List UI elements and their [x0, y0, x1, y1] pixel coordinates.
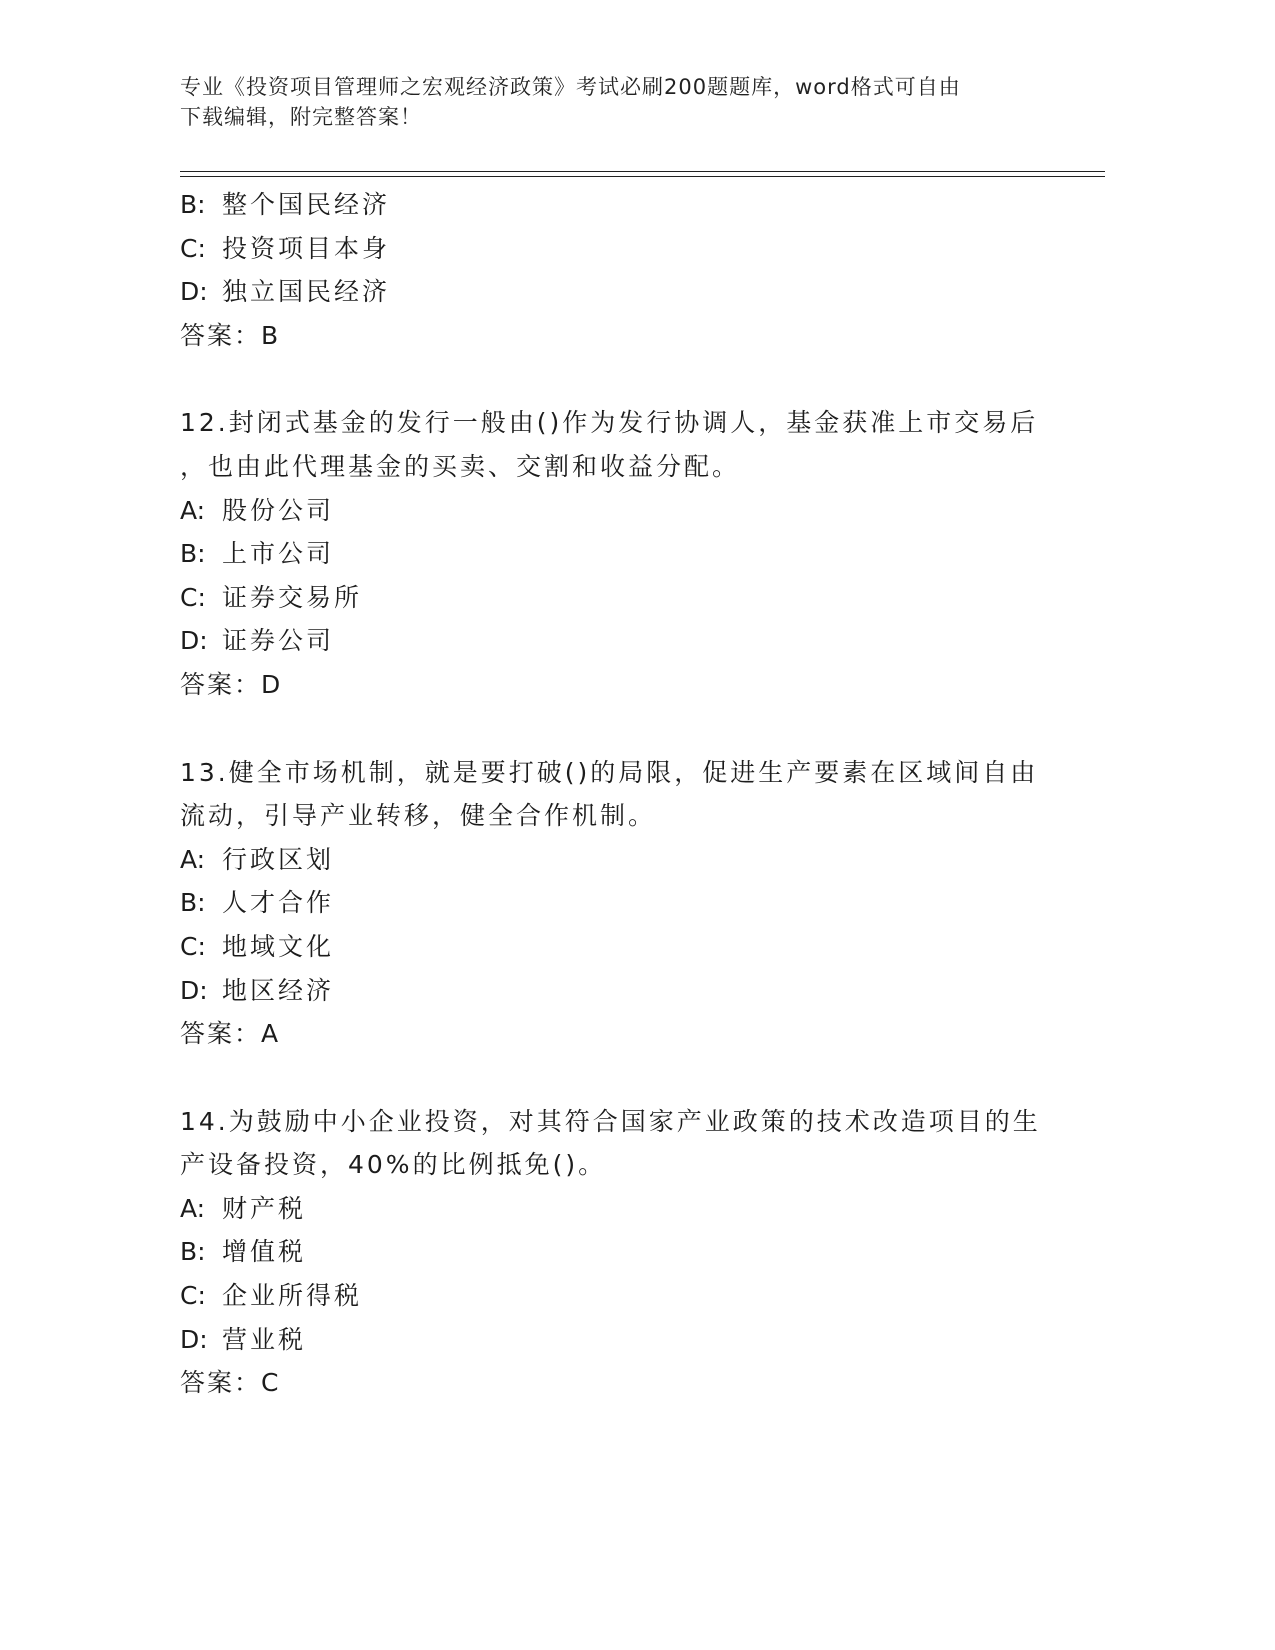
option-a — [180, 1187, 1080, 1231]
option-text: 证券公司 — [222, 626, 335, 656]
option-c — [180, 576, 1080, 620]
question-stem-line: ，也由此代理基金的买卖、交割和收益分配。 — [180, 451, 741, 481]
option-text: 投资项目本身 — [222, 233, 391, 263]
question-content — [180, 183, 1080, 1405]
option-letter: B: — [180, 1237, 206, 1267]
option-d — [180, 619, 1080, 663]
option-c — [180, 227, 1080, 271]
header-rule-top — [180, 171, 1105, 172]
option-text: 独立国民经济 — [222, 277, 391, 307]
option-letter: B: — [180, 190, 206, 219]
question-12 — [180, 401, 1080, 707]
option-text: 股份公司 — [222, 495, 335, 525]
option-letter: D: — [180, 626, 208, 656]
option-text: 企业所得税 — [222, 1281, 363, 1311]
option-text: 上市公司 — [222, 539, 335, 569]
spacer — [180, 1056, 1080, 1100]
option-b — [180, 183, 1080, 227]
option-d — [180, 270, 1080, 314]
header-rule-bottom — [180, 176, 1105, 177]
spacer — [180, 358, 1080, 402]
option-letter: D: — [180, 975, 208, 1005]
option-letter: D: — [180, 277, 208, 307]
header-line-2: 下载编辑，附完整答案！ — [180, 105, 422, 129]
question-14 — [180, 1100, 1080, 1406]
question-13 — [180, 751, 1080, 1057]
question-stem-line: 12.封闭式基金的发行一般由()作为发行协调人，基金获准上市交易后 — [180, 408, 1039, 438]
spacer — [180, 707, 1080, 751]
page-header — [180, 72, 1040, 132]
option-letter: A: — [180, 844, 206, 874]
option-text: 地区经济 — [222, 975, 335, 1005]
option-a — [180, 838, 1080, 882]
option-letter: B: — [180, 539, 206, 569]
option-b — [180, 532, 1080, 576]
option-text: 证券交易所 — [222, 582, 363, 612]
option-letter: C: — [180, 233, 206, 263]
option-letter: A: — [180, 495, 206, 525]
option-text: 地域文化 — [222, 931, 335, 961]
answer-line: 答案：D — [180, 669, 283, 699]
option-b — [180, 881, 1080, 925]
question-stem-line: 14.为鼓励中小企业投资，对其符合国家产业政策的技术改造项目的生 — [180, 1106, 1041, 1136]
option-letter: D: — [180, 1324, 208, 1354]
option-c — [180, 925, 1080, 969]
option-letter: A: — [180, 1193, 206, 1223]
question-11-fragment — [180, 183, 1080, 358]
answer-line: 答案：C — [180, 1368, 281, 1398]
option-d — [180, 1318, 1080, 1362]
option-text: 整个国民经济 — [222, 190, 391, 219]
option-text: 行政区划 — [222, 844, 335, 874]
option-letter: C: — [180, 931, 206, 961]
option-b — [180, 1230, 1080, 1274]
answer-line: 答案：B — [180, 320, 281, 350]
option-d — [180, 969, 1080, 1013]
question-stem-line: 产设备投资，40%的比例抵免()。 — [180, 1150, 607, 1180]
option-letter: C: — [180, 582, 206, 612]
option-text: 增值税 — [222, 1237, 307, 1267]
header-line-1: 专业《投资项目管理师之宏观经济政策》考试必刷200题题库，word格式可自由 — [180, 75, 961, 99]
option-letter: B: — [180, 888, 206, 918]
option-letter: C: — [180, 1281, 206, 1311]
question-stem-line: 流动，引导产业转移，健全合作机制。 — [180, 801, 657, 831]
question-stem-line: 13.健全市场机制，就是要打破()的局限，促进生产要素在区域间自由 — [180, 757, 1039, 787]
answer-line: 答案：A — [180, 1019, 281, 1049]
option-a — [180, 489, 1080, 533]
option-text: 财产税 — [222, 1193, 307, 1223]
option-text: 营业税 — [222, 1324, 307, 1354]
option-c — [180, 1274, 1080, 1318]
option-text: 人才合作 — [222, 888, 335, 918]
